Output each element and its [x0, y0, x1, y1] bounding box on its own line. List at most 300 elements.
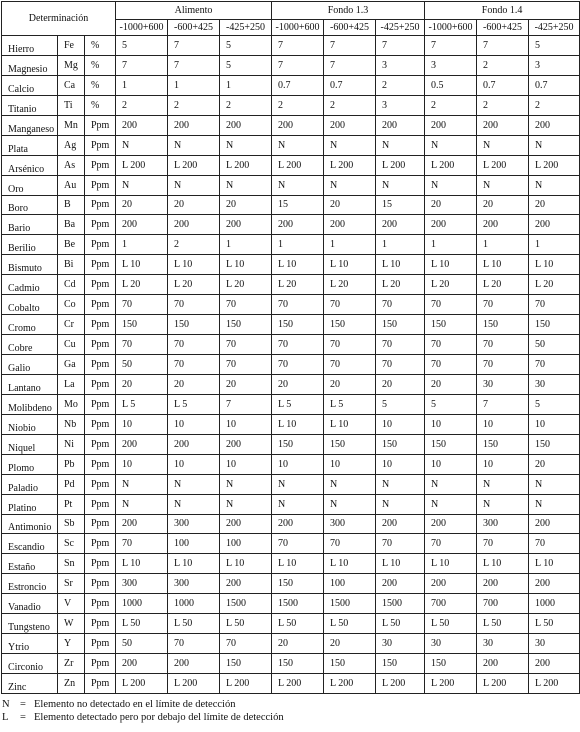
- header-size: -1000+600: [116, 20, 168, 36]
- value-cell: 70: [529, 534, 580, 554]
- value-cell: N: [529, 474, 580, 494]
- value-cell: 200: [529, 574, 580, 594]
- value-cell: L 200: [272, 674, 324, 694]
- value-cell: 10: [425, 414, 477, 434]
- value-cell: 5: [220, 36, 272, 56]
- value-cell: 0.7: [324, 75, 376, 95]
- value-cell: 1000: [529, 594, 580, 614]
- header-group-alimento: Alimento: [116, 2, 272, 20]
- element-unit: Ppm: [85, 514, 116, 534]
- value-cell: L 10: [477, 255, 529, 275]
- element-name: Circonio: [2, 654, 58, 674]
- value-cell: 1: [477, 235, 529, 255]
- header-size: -1000+600: [272, 20, 324, 36]
- value-cell: 7: [272, 36, 324, 56]
- element-symbol: Ni: [58, 434, 85, 454]
- value-cell: N: [116, 175, 168, 195]
- value-cell: N: [477, 494, 529, 514]
- value-cell: N: [376, 494, 425, 514]
- element-symbol: Sr: [58, 574, 85, 594]
- value-cell: L 50: [168, 614, 220, 634]
- table-row: [2, 574, 580, 594]
- value-cell: 70: [168, 335, 220, 355]
- legend-key: L: [2, 712, 9, 723]
- value-cell: 1: [529, 235, 580, 255]
- value-cell: 70: [116, 534, 168, 554]
- value-cell: N: [529, 175, 580, 195]
- value-cell: L 5: [324, 394, 376, 414]
- value-cell: 7: [324, 36, 376, 56]
- value-cell: 200: [477, 574, 529, 594]
- value-cell: N: [477, 474, 529, 494]
- value-cell: 70: [425, 534, 477, 554]
- value-cell: 50: [116, 355, 168, 375]
- table-row: [2, 255, 580, 275]
- value-cell: N: [272, 135, 324, 155]
- table-row: [2, 654, 580, 674]
- value-cell: 200: [272, 215, 324, 235]
- value-cell: 10: [376, 414, 425, 434]
- element-unit: Ppm: [85, 335, 116, 355]
- element-name: Plomo: [2, 454, 58, 474]
- value-cell: 3: [376, 55, 425, 75]
- value-cell: 0.5: [425, 75, 477, 95]
- value-cell: 700: [477, 594, 529, 614]
- element-symbol: Cu: [58, 335, 85, 355]
- value-cell: L 10: [168, 255, 220, 275]
- value-cell: N: [529, 135, 580, 155]
- element-symbol: Mg: [58, 55, 85, 75]
- value-cell: 70: [477, 534, 529, 554]
- value-cell: L 50: [272, 614, 324, 634]
- value-cell: 2: [116, 95, 168, 115]
- value-cell: L 20: [272, 275, 324, 295]
- element-unit: Ppm: [85, 654, 116, 674]
- element-name: Tungsteno: [2, 614, 58, 634]
- element-name: Hierro: [2, 36, 58, 56]
- value-cell: 150: [168, 315, 220, 335]
- table-row: [2, 215, 580, 235]
- element-symbol: V: [58, 594, 85, 614]
- table-row: [2, 175, 580, 195]
- table-row: [2, 335, 580, 355]
- value-cell: L 50: [477, 614, 529, 634]
- header-size: -425+250: [220, 20, 272, 36]
- value-cell: 15: [376, 195, 425, 215]
- value-cell: 150: [324, 434, 376, 454]
- value-cell: N: [168, 135, 220, 155]
- value-cell: N: [376, 474, 425, 494]
- value-cell: L 200: [220, 674, 272, 694]
- value-cell: L 50: [425, 614, 477, 634]
- table-row: [2, 95, 580, 115]
- element-unit: Ppm: [85, 215, 116, 235]
- value-cell: 70: [168, 355, 220, 375]
- element-unit: Ppm: [85, 454, 116, 474]
- value-cell: 10: [116, 454, 168, 474]
- table-row: [2, 674, 580, 694]
- table-row: [2, 454, 580, 474]
- element-name: Oro: [2, 175, 58, 195]
- value-cell: L 10: [220, 255, 272, 275]
- element-name: Vanadio: [2, 594, 58, 614]
- value-cell: 20: [220, 195, 272, 215]
- value-cell: 300: [168, 574, 220, 594]
- value-cell: 200: [425, 215, 477, 235]
- value-cell: 200: [376, 574, 425, 594]
- value-cell: 70: [529, 355, 580, 375]
- value-cell: 20: [324, 195, 376, 215]
- value-cell: N: [272, 175, 324, 195]
- value-cell: 70: [376, 295, 425, 315]
- value-cell: 0.7: [529, 75, 580, 95]
- header-size: -600+425: [477, 20, 529, 36]
- table-row: [2, 275, 580, 295]
- value-cell: 70: [425, 295, 477, 315]
- value-cell: 150: [529, 434, 580, 454]
- value-cell: 200: [324, 115, 376, 135]
- value-cell: 10: [425, 454, 477, 474]
- value-cell: 10: [220, 454, 272, 474]
- value-cell: L 200: [324, 155, 376, 175]
- element-name: Platino: [2, 494, 58, 514]
- value-cell: 200: [116, 115, 168, 135]
- value-cell: 20: [272, 374, 324, 394]
- value-cell: L 10: [324, 554, 376, 574]
- element-unit: %: [85, 36, 116, 56]
- value-cell: N: [425, 474, 477, 494]
- table-row: [2, 55, 580, 75]
- value-cell: 0.7: [272, 75, 324, 95]
- value-cell: L 10: [477, 554, 529, 574]
- value-cell: 200: [376, 514, 425, 534]
- element-symbol: Mo: [58, 394, 85, 414]
- element-symbol: Au: [58, 175, 85, 195]
- value-cell: 70: [477, 295, 529, 315]
- value-cell: 150: [425, 434, 477, 454]
- value-cell: 200: [324, 215, 376, 235]
- value-cell: 2: [324, 95, 376, 115]
- value-cell: L 10: [324, 414, 376, 434]
- value-cell: 2: [477, 95, 529, 115]
- value-cell: 150: [376, 434, 425, 454]
- value-cell: 200: [477, 115, 529, 135]
- table-row: [2, 295, 580, 315]
- element-unit: Ppm: [85, 554, 116, 574]
- value-cell: 70: [220, 335, 272, 355]
- value-cell: 200: [220, 115, 272, 135]
- value-cell: 10: [324, 454, 376, 474]
- value-cell: 70: [220, 295, 272, 315]
- value-cell: 2: [168, 95, 220, 115]
- value-cell: L 200: [116, 155, 168, 175]
- value-cell: 30: [529, 634, 580, 654]
- value-cell: 20: [477, 195, 529, 215]
- element-unit: Ppm: [85, 195, 116, 215]
- value-cell: N: [220, 474, 272, 494]
- value-cell: 1: [116, 75, 168, 95]
- value-cell: 100: [324, 574, 376, 594]
- value-cell: 70: [324, 355, 376, 375]
- element-symbol: La: [58, 374, 85, 394]
- element-symbol: Y: [58, 634, 85, 654]
- element-symbol: Sn: [58, 554, 85, 574]
- element-name: Paladio: [2, 474, 58, 494]
- value-cell: 70: [168, 295, 220, 315]
- value-cell: 70: [116, 295, 168, 315]
- element-name: Manganeso: [2, 115, 58, 135]
- value-cell: 150: [324, 654, 376, 674]
- header-group-fondo-1-3: Fondo 1.3: [272, 2, 425, 20]
- value-cell: 7: [116, 55, 168, 75]
- element-name: Ytrio: [2, 634, 58, 654]
- value-cell: 300: [477, 514, 529, 534]
- value-cell: 10: [376, 454, 425, 474]
- value-cell: 150: [477, 315, 529, 335]
- value-cell: 150: [376, 315, 425, 335]
- element-symbol: Fe: [58, 36, 85, 56]
- value-cell: 10: [477, 454, 529, 474]
- value-cell: 5: [529, 36, 580, 56]
- value-cell: L 200: [220, 155, 272, 175]
- value-cell: 70: [272, 534, 324, 554]
- value-cell: 50: [116, 634, 168, 654]
- value-cell: 200: [272, 115, 324, 135]
- value-cell: 30: [425, 634, 477, 654]
- value-cell: 10: [220, 414, 272, 434]
- value-cell: L 200: [116, 674, 168, 694]
- table-row: [2, 614, 580, 634]
- element-unit: Ppm: [85, 474, 116, 494]
- table-row: [2, 394, 580, 414]
- value-cell: 2: [425, 95, 477, 115]
- value-cell: 70: [425, 335, 477, 355]
- value-cell: 200: [477, 654, 529, 674]
- element-name: Estaño: [2, 554, 58, 574]
- element-symbol: Ca: [58, 75, 85, 95]
- value-cell: 70: [220, 634, 272, 654]
- element-symbol: As: [58, 155, 85, 175]
- value-cell: 150: [477, 434, 529, 454]
- value-cell: 200: [116, 215, 168, 235]
- value-cell: 30: [477, 634, 529, 654]
- value-cell: L 50: [220, 614, 272, 634]
- value-cell: 200: [220, 215, 272, 235]
- value-cell: L 10: [324, 255, 376, 275]
- value-cell: L 10: [376, 255, 425, 275]
- value-cell: L 200: [376, 674, 425, 694]
- value-cell: 2: [220, 95, 272, 115]
- element-symbol: Pd: [58, 474, 85, 494]
- element-name: Cobre: [2, 335, 58, 355]
- value-cell: L 20: [425, 275, 477, 295]
- value-cell: 5: [529, 394, 580, 414]
- value-cell: N: [324, 135, 376, 155]
- element-symbol: Bi: [58, 255, 85, 275]
- table-body: [2, 36, 580, 694]
- value-cell: L 200: [324, 674, 376, 694]
- value-cell: 20: [425, 195, 477, 215]
- value-cell: 20: [168, 195, 220, 215]
- element-unit: Ppm: [85, 355, 116, 375]
- element-unit: Ppm: [85, 434, 116, 454]
- value-cell: N: [116, 474, 168, 494]
- value-cell: 150: [324, 315, 376, 335]
- value-cell: 20: [529, 195, 580, 215]
- value-cell: L 200: [168, 155, 220, 175]
- element-name: Estroncio: [2, 574, 58, 594]
- element-name: Niquel: [2, 434, 58, 454]
- value-cell: 20: [324, 634, 376, 654]
- value-cell: 200: [116, 514, 168, 534]
- element-unit: Ppm: [85, 594, 116, 614]
- element-name: Calcio: [2, 75, 58, 95]
- value-cell: L 200: [529, 674, 580, 694]
- element-unit: Ppm: [85, 414, 116, 434]
- value-cell: 150: [376, 654, 425, 674]
- value-cell: N: [168, 175, 220, 195]
- element-unit: Ppm: [85, 574, 116, 594]
- value-cell: 7: [376, 36, 425, 56]
- value-cell: 200: [376, 215, 425, 235]
- header-size: -425+250: [529, 20, 580, 36]
- value-cell: 70: [220, 355, 272, 375]
- table-row: [2, 355, 580, 375]
- table-header: [2, 2, 580, 36]
- element-name: Galio: [2, 355, 58, 375]
- value-cell: 70: [529, 295, 580, 315]
- value-cell: 10: [116, 414, 168, 434]
- value-cell: 300: [116, 574, 168, 594]
- value-cell: 1: [220, 235, 272, 255]
- value-cell: 10: [529, 414, 580, 434]
- value-cell: 10: [477, 414, 529, 434]
- element-symbol: Pb: [58, 454, 85, 474]
- element-symbol: Ag: [58, 135, 85, 155]
- value-cell: 150: [272, 315, 324, 335]
- table-row: [2, 235, 580, 255]
- value-cell: 70: [477, 355, 529, 375]
- value-cell: 200: [220, 514, 272, 534]
- legend-equals: =: [20, 699, 26, 710]
- element-symbol: Ba: [58, 215, 85, 235]
- value-cell: 1: [220, 75, 272, 95]
- value-cell: N: [116, 494, 168, 514]
- element-symbol: Co: [58, 295, 85, 315]
- value-cell: 30: [477, 374, 529, 394]
- value-cell: 100: [220, 534, 272, 554]
- value-cell: 150: [116, 315, 168, 335]
- value-cell: L 200: [425, 674, 477, 694]
- element-unit: Ppm: [85, 674, 116, 694]
- element-name: Escandio: [2, 534, 58, 554]
- value-cell: 200: [168, 215, 220, 235]
- element-unit: Ppm: [85, 155, 116, 175]
- value-cell: L 10: [116, 554, 168, 574]
- header-size: -1000+600: [425, 20, 477, 36]
- value-cell: 150: [272, 654, 324, 674]
- value-cell: 1: [425, 235, 477, 255]
- legend-key: N: [2, 699, 10, 710]
- element-name: Cromo: [2, 315, 58, 335]
- legend-text: Elemento detectado pero por debajo del límite de detección: [34, 712, 284, 723]
- value-cell: 1: [376, 235, 425, 255]
- value-cell: L 200: [168, 674, 220, 694]
- value-cell: N: [272, 474, 324, 494]
- value-cell: 30: [529, 374, 580, 394]
- value-cell: L 10: [220, 554, 272, 574]
- value-cell: N: [477, 175, 529, 195]
- element-symbol: Cd: [58, 275, 85, 295]
- value-cell: N: [220, 494, 272, 514]
- value-cell: L 200: [477, 155, 529, 175]
- value-cell: L 20: [477, 275, 529, 295]
- value-cell: 200: [272, 514, 324, 534]
- value-cell: 20: [116, 374, 168, 394]
- value-cell: 70: [324, 534, 376, 554]
- value-cell: 150: [272, 574, 324, 594]
- element-symbol: Ti: [58, 95, 85, 115]
- value-cell: 70: [168, 634, 220, 654]
- element-symbol: Cr: [58, 315, 85, 335]
- element-symbol: Mn: [58, 115, 85, 135]
- value-cell: 50: [529, 335, 580, 355]
- value-cell: 200: [220, 434, 272, 454]
- value-cell: 7: [272, 55, 324, 75]
- value-cell: 200: [168, 654, 220, 674]
- value-cell: 70: [324, 335, 376, 355]
- header-size: -600+425: [324, 20, 376, 36]
- element-name: Bismuto: [2, 255, 58, 275]
- element-name: Magnesio: [2, 55, 58, 75]
- value-cell: 7: [477, 394, 529, 414]
- element-symbol: Sb: [58, 514, 85, 534]
- value-cell: L 10: [529, 554, 580, 574]
- value-cell: 20: [168, 374, 220, 394]
- value-cell: L 10: [425, 554, 477, 574]
- value-cell: 20: [324, 374, 376, 394]
- value-cell: L 200: [376, 155, 425, 175]
- element-name: Zinc: [2, 674, 58, 694]
- element-symbol: Nb: [58, 414, 85, 434]
- value-cell: 2: [376, 75, 425, 95]
- value-cell: L 5: [168, 394, 220, 414]
- table-row: [2, 155, 580, 175]
- value-cell: 15: [272, 195, 324, 215]
- value-cell: 150: [425, 315, 477, 335]
- value-cell: 1: [272, 235, 324, 255]
- table-row: [2, 494, 580, 514]
- value-cell: 200: [529, 514, 580, 534]
- element-name: Molibdeno: [2, 394, 58, 414]
- value-cell: 700: [425, 594, 477, 614]
- table-row: [2, 634, 580, 654]
- table-row: [2, 374, 580, 394]
- element-name: Arsénico: [2, 155, 58, 175]
- value-cell: N: [529, 494, 580, 514]
- value-cell: L 10: [376, 554, 425, 574]
- value-cell: 150: [220, 654, 272, 674]
- value-cell: 7: [477, 36, 529, 56]
- value-cell: 200: [529, 654, 580, 674]
- value-cell: 200: [425, 115, 477, 135]
- value-cell: 70: [425, 355, 477, 375]
- element-name: Titanio: [2, 95, 58, 115]
- value-cell: 10: [168, 414, 220, 434]
- value-cell: 200: [116, 434, 168, 454]
- value-cell: L 10: [168, 554, 220, 574]
- table-row: [2, 195, 580, 215]
